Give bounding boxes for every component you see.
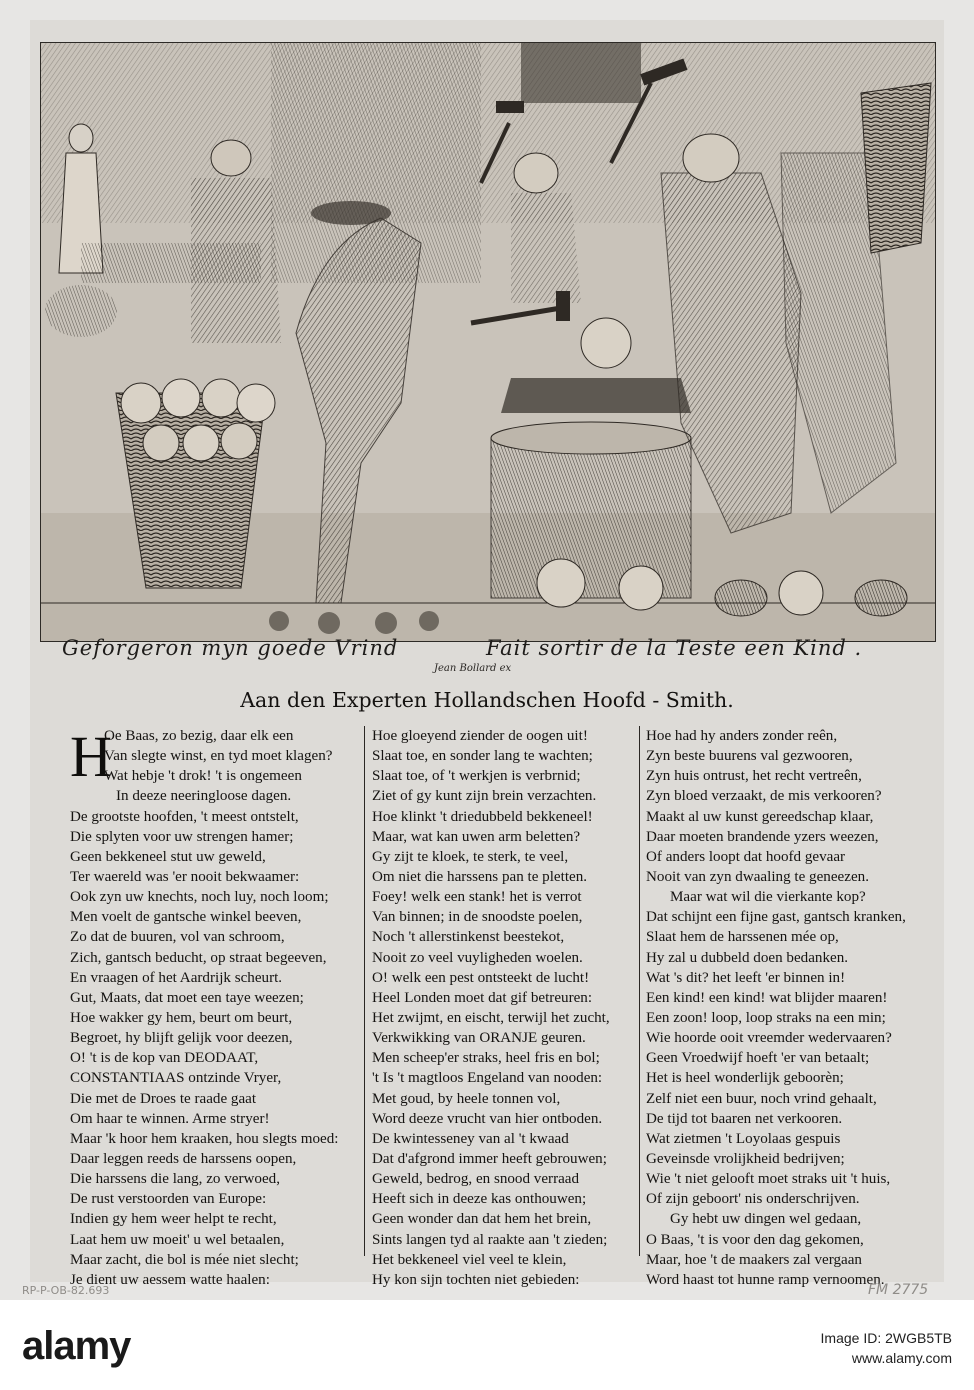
poem-line: Die harssens die lang, zo verwoed, xyxy=(70,1171,280,1188)
poem-line: De grootste hoofden, 't meest ontstelt, xyxy=(70,808,299,825)
watermark-bar xyxy=(0,1300,974,1390)
poem-line: Zyn bloed verzaakt, de mis verkooren? xyxy=(646,788,882,805)
poem-line: Wat 's dit? het leeft 'er binnen in! xyxy=(646,969,846,986)
poem-line: Die met de Droes te raade gaat xyxy=(70,1090,257,1107)
poem-line: O! 't is de kop van DEODAAT, xyxy=(70,1050,259,1067)
poem-line: Geveinsde vrolijkheid bedrijven; xyxy=(646,1150,845,1167)
poem-line: En vraagen of het Aardrijk scheurt. xyxy=(70,969,283,986)
poem-line: Maar, wat kan uwen arm beletten? xyxy=(372,828,581,845)
poem-line: Geen Vroedwijf hoeft 'er van betaalt; xyxy=(646,1050,870,1067)
poem-line: Heel Londen moet dat gif betreuren: xyxy=(372,989,593,1006)
poem-line: Zelf niet een buur, noch vrind gehaalt, xyxy=(646,1090,877,1107)
poem-line: Maakt al uw kunst gereedschap klaar, xyxy=(646,808,874,825)
poem-line: Word haast tot hunne ramp vernoomen. xyxy=(646,1271,885,1288)
poem-line: Met goud, by heele tonnen vol, xyxy=(372,1090,561,1107)
poem-line: Om haar te winnen. Arme stryer! xyxy=(70,1110,270,1127)
poem-line: O Baas, 't is voor den dag gekomen, xyxy=(646,1231,864,1248)
poem-line: Sints langen tyd al raakte aan 't zieden; xyxy=(372,1231,608,1248)
poem-line: Wat zietmen 't Loyolaas gespuis xyxy=(646,1130,841,1147)
poem-line: Ook zyn uw knechts, noch luy, noch loom; xyxy=(70,889,329,906)
poem-line: Geweld, bedrog, en snood verraad xyxy=(372,1171,580,1188)
caption-left: Geforgeron myn goede Vrind xyxy=(62,636,399,660)
poem-line: O! welk een pest ontsteekt de lucht! xyxy=(372,969,590,986)
poem-line: Hoe wakker gy hem, beurt om beurt, xyxy=(70,1009,293,1026)
poem-line: Maar, hoe 't de maakers zal vergaan xyxy=(646,1251,862,1268)
poem-line: Men voelt de gantsche winkel beeven, xyxy=(70,909,302,926)
poem-line: Wie hoorde ooit vreemder wedervaaren? xyxy=(646,1030,892,1047)
poem-line: Een zoon! loop, loop straks na een min; xyxy=(646,1009,886,1026)
poem-line: Nooit zo veel vuyligheden woelen. xyxy=(372,949,583,966)
poem-line: Maar zacht, die bol is mée niet slecht; xyxy=(70,1251,299,1268)
poem-line: Hoe klinkt 't driedubbeld bekkeneel! xyxy=(372,808,593,825)
poem-line: Zo dat de buuren, vol van schroom, xyxy=(70,929,285,946)
poem-line: Verkwikking van ORANJE geuren. xyxy=(372,1030,586,1047)
site-url: www.alamy.com xyxy=(851,1350,952,1366)
poem-line: Zyn huis ontrust, het recht vertreên, xyxy=(646,768,862,785)
inventory-number: RP-P-OB-82.693 xyxy=(22,1284,110,1297)
column-divider xyxy=(639,726,640,1256)
poem-line: De kwintesseney van al 't kwaad xyxy=(372,1130,569,1147)
poem-line: Geen bekkeneel stut uw geweld, xyxy=(70,848,266,865)
poem-line: Slaat toe, en sonder lang te wachten; xyxy=(372,748,593,765)
poem-line: Gy zijt te kloek, te sterk, te veel, xyxy=(372,848,569,865)
poem-line: Hy zal u dubbeld doen bedanken. xyxy=(646,949,849,966)
poem-line: Dat schijnt een fijne gast, gantsch kranken, xyxy=(646,909,906,926)
poem-line: Gut, Maats, dat moet een taye weezen; xyxy=(70,989,304,1006)
poem-line: Om niet die harssens pan te pletten. xyxy=(372,868,588,885)
image-id: Image ID: 2WGB5TB xyxy=(820,1330,952,1346)
poem-line: Het bekkeneel viel veel te klein, xyxy=(372,1251,567,1268)
engraving-image xyxy=(40,42,936,642)
poem-column-1 xyxy=(70,726,356,1290)
poem-line: Geen wonder dan dat hem het brein, xyxy=(372,1211,592,1228)
poem-line: Ter waereld was 'er nooit bekwaamer: xyxy=(70,868,300,885)
caption-right: Fait sortir de la Teste een Kind . xyxy=(486,636,863,660)
poem-line: Indien gy hem weer helpt te recht, xyxy=(70,1211,277,1228)
poem-line: Word deeze vrucht van hier ontboden. xyxy=(372,1110,603,1127)
poem-line: Je dient uw aessem watte haalen: xyxy=(70,1271,270,1288)
column-divider xyxy=(364,726,365,1256)
poem-line: Men scheep'er straks, heel fris en bol; xyxy=(372,1050,600,1067)
poem-line: Die splyten voor uw strengen hamer; xyxy=(70,828,294,845)
poem-line: Het is heel wonderlijk geboorèn; xyxy=(646,1070,844,1087)
poem-line: CONSTANTIAAS ontzinde Vryer, xyxy=(70,1070,282,1087)
poem-line: Dat d'afgrond immer heeft gebrouwen; xyxy=(372,1150,607,1167)
poem-line: Wie 't niet gelooft moet straks uit 't huis, xyxy=(646,1171,891,1188)
poem-column-3 xyxy=(646,726,936,1290)
poem-line: Begroet, hy blijft gelijk voor deezen, xyxy=(70,1030,293,1047)
poem-line: Een kind! een kind! wat blijder maaren! xyxy=(646,989,888,1006)
poem-line: Noch 't allerstinkenst beestekot, xyxy=(372,929,565,946)
pencil-annotation: FM 2775 xyxy=(868,1282,929,1298)
poem-line: Maar 'k hoor hem kraaken, hou slegts moed: xyxy=(70,1130,339,1147)
poem-line: De rust verstoorden van Europe: xyxy=(70,1191,267,1208)
poem-line: Slaat hem de harssenen mée op, xyxy=(646,929,839,946)
poem-line: Het zwijmt, en eischt, terwijl het zucht, xyxy=(372,1009,610,1026)
poem-line: Foey! welk een stank! het is verrot xyxy=(372,889,582,906)
poem-line: Hy kon sijn tochten niet gebieden: xyxy=(372,1271,580,1288)
poem-line: Heeft sich in deeze kas onthouwen; xyxy=(372,1191,587,1208)
poem-line: Slaat toe, of 't werkjen is verbrnid; xyxy=(372,768,581,785)
poem-column-2 xyxy=(372,726,627,1290)
poem-line: In deeze neeringloose dagen. xyxy=(116,788,292,805)
publisher-credit: Jean Bollard ex xyxy=(434,663,512,674)
poem-line: Zyn beste buurens val gezwooren, xyxy=(646,748,853,765)
poem-line: Oe Baas, zo bezig, daar elk een xyxy=(104,728,294,744)
poem-line: Of anders loopt dat hoofd gevaar xyxy=(646,848,846,865)
watermark-meta xyxy=(821,1328,952,1368)
poem-line: Maar wat wil die vierkante kop? xyxy=(670,889,866,906)
poem-line: Of zijn geboort' nis onderschrijven. xyxy=(646,1191,860,1208)
poem-line: 't Is 't magtloos Engeland van nooden: xyxy=(372,1070,603,1087)
poem-line: Ziet of gy kunt zijn brein verzachten. xyxy=(372,788,597,805)
poem-line: Daar leggen reeds de harssens oopen, xyxy=(70,1150,297,1167)
poem-title: Aan den Experten Hollandschen Hoofd - Smith. xyxy=(240,688,734,712)
poem-line: Daar moeten brandende yzers weezen, xyxy=(646,828,879,845)
poem-line: Van binnen; in de snoodste poelen, xyxy=(372,909,583,926)
poem-line: Gy hebt uw dingen wel gedaan, xyxy=(670,1211,862,1228)
poem-line: Nooit van zyn dwaaling te geneezen. xyxy=(646,868,869,885)
poem-line: Hoe had hy anders zonder reên, xyxy=(646,728,838,744)
poem-line: Van slegte winst, en tyd moet klagen? xyxy=(104,748,333,765)
poem-line: Hoe gloeyend ziender de oogen uit! xyxy=(372,728,588,744)
alamy-logo: alamy xyxy=(22,1324,131,1368)
poem-line: De tijd tot baaren net verkooren. xyxy=(646,1110,843,1127)
poem-line: Laat hem uw moeit' u wel betaalen, xyxy=(70,1231,285,1248)
drop-cap: H xyxy=(70,724,112,789)
poem-line: Wat hebje 't drok! 't is ongemeen xyxy=(104,768,302,785)
poem-line: Zich, gantsch beducht, op straat begeeven, xyxy=(70,949,327,966)
